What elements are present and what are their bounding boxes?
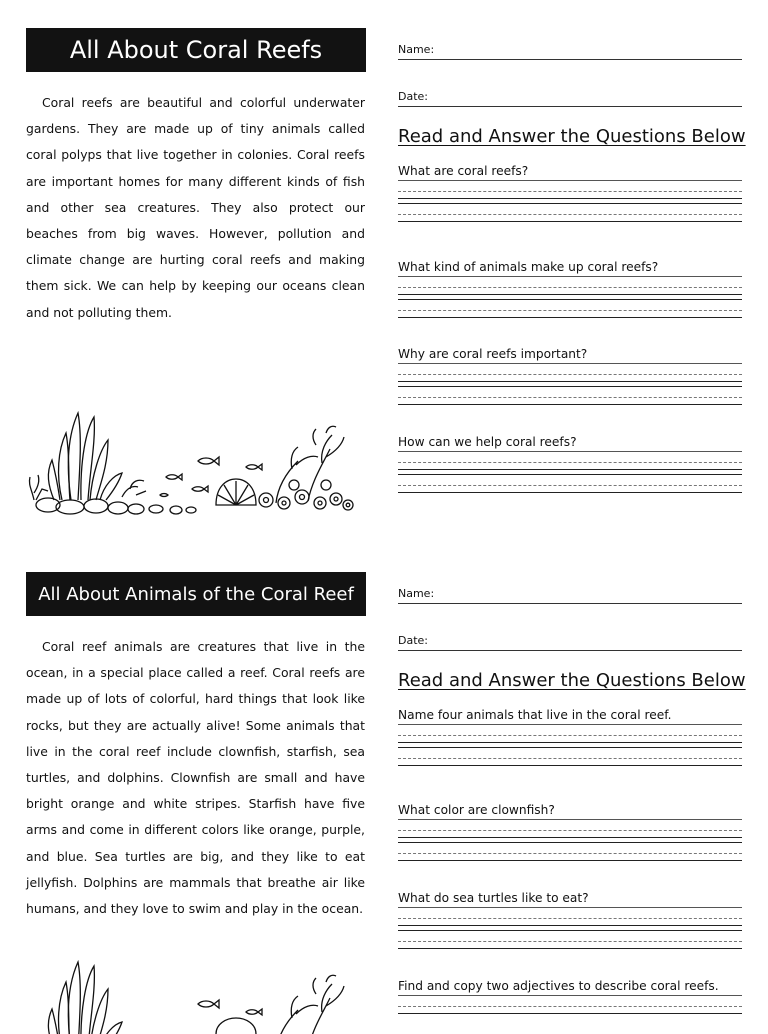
question-block [398, 162, 742, 222]
question-text: Name four animals that live in the coral reef. [398, 706, 742, 725]
questions-heading: Read and Answer the Questions Below [398, 670, 746, 691]
answer-lines[interactable] [398, 735, 742, 766]
name-field[interactable] [398, 43, 742, 60]
question-block [398, 706, 742, 766]
question-text: What do sea turtles like to eat? [398, 889, 742, 908]
question-block [398, 801, 742, 861]
name-label: Name: [398, 43, 435, 56]
coral-reef-illustration [26, 954, 356, 1034]
question-text: What kind of animals make up coral reefs? [398, 258, 742, 277]
answer-lines[interactable] [398, 287, 742, 318]
answer-lines[interactable] [398, 1006, 742, 1014]
answer-lines[interactable] [398, 462, 742, 493]
question-block [398, 258, 742, 318]
name-field[interactable] [398, 587, 742, 604]
question-text: What are coral reefs? [398, 162, 742, 181]
question-text: Why are coral reefs important? [398, 345, 742, 364]
question-block [398, 433, 742, 493]
question-block [398, 977, 742, 1014]
worksheet-title: All About Animals of the Coral Reef [26, 572, 366, 616]
reading-passage: Coral reef animals are creatures that live in the ocean, in a special place called a reef. Coral reefs are made up of lots of colorful, hard things that look like rocks, but they are actually alive! Some animals that live in the coral reef include clownfish, starfish, sea turtles, and dolphins. Clownfish are small and have bright orange and white stripes. Starfish have five arms and come in different colors like orange, purple, and blue. Sea turtles are big, and they like to eat jellyfish. Dolphins are mammals that breathe air like humans, and they love to swim and play in the ocean. [26, 639, 365, 917]
date-label: Date: [398, 634, 428, 647]
answer-lines[interactable] [398, 191, 742, 222]
question-text: How can we help coral reefs? [398, 433, 742, 452]
question-block [398, 345, 742, 405]
question-text: What color are clownfish? [398, 801, 742, 820]
reading-passage: Coral reefs are beautiful and colorful underwater gardens. They are made up of tiny animals called coral polyps that live together in colonies. Coral reefs are important homes for many different kinds of fish and other sea creatures. They also protect our beaches from big waves. However, pollution and climate change are hurting coral reefs and making them sick. We can help by keeping our oceans clean and not polluting them. [26, 95, 365, 320]
question-block [398, 889, 742, 949]
date-field[interactable] [398, 90, 742, 107]
name-label: Name: [398, 587, 435, 600]
date-field[interactable] [398, 634, 742, 651]
worksheet-2 [0, 544, 768, 1024]
answer-lines[interactable] [398, 830, 742, 861]
date-label: Date: [398, 90, 428, 103]
answer-lines[interactable] [398, 918, 742, 949]
answer-lines[interactable] [398, 374, 742, 405]
questions-heading: Read and Answer the Questions Below [398, 126, 746, 147]
worksheet-title: All About Coral Reefs [26, 28, 366, 72]
coral-reef-illustration [26, 405, 356, 517]
question-text: Find and copy two adjectives to describe coral reefs. [398, 977, 742, 996]
